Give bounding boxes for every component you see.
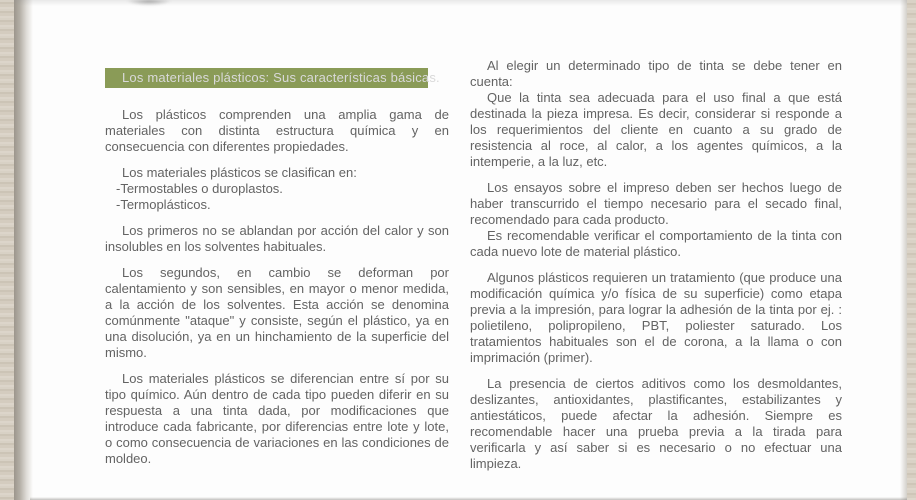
section-title-bar xyxy=(105,68,440,88)
paragraph-ensayos: Los ensayos sobre el impreso deben ser hechos luego de haber transcurrido el tiempo necesario para el secado final, recomendado para cada producto. xyxy=(470,180,842,227)
paragraph-tipo-quimico: Los materiales plásticos se diferencian entre sí por su tipo químico. Aún dentro de cada tipo pueden diferir en su respuesta a una tinta dada, por modificaciones que introduce cada fabricante, por diferencias entre lote y lote, o como consecuencia de variaciones en las condiciones de moldeo. xyxy=(105,371,449,466)
left-column xyxy=(105,68,449,477)
paragraph-aditivos: La presencia de ciertos aditivos como los desmoldantes, deslizantes, antioxidantes, plastificantes, estabilizantes y antiestáticos, puede afectar la adhesión. Siempre es recomendable hacer una prueba previa a la tirada para verificarla y así saber si es necesario o no efectuar una limpieza. xyxy=(470,376,842,471)
right-column xyxy=(470,58,842,482)
scan-top-smudge xyxy=(126,0,172,6)
paragraph-nuevo-lote: Es recomendable verificar el comportamiento de la tinta con cada nuevo lote de material plástico. xyxy=(470,228,842,259)
paragraph-uso-final: Que la tinta sea adecuada para el uso final a que está destinada la pieza impresa. Es decir, considerar si responde a los requerimientos del cliente en cuanto a su grado de resistencia al roce, al calor, a los agentes químicos, a la intemperie, a la luz, etc. xyxy=(470,90,842,169)
paragraph-intro-plastics: Los plásticos comprenden una amplia gama de materiales con distinta estructura química y en consecuencia con diferentes propiedades. xyxy=(105,107,449,154)
scan-shadow-left xyxy=(14,0,33,500)
paragraph-termoplasticos: Los segundos, en cambio se deforman por calentamiento y son sensibles, en mayor o menor medida, a la acción de los solventes. Esta acción se denomina comúnmente "ataque" y consiste, según el plástico, ya en una disolución, ya en un hinchamiento de la superficie del mismo. xyxy=(105,265,449,360)
classification-intro: Los materiales plásticos se clasifican en: xyxy=(122,165,357,180)
scan-border-left xyxy=(0,0,14,500)
paragraph-termostables: Los primeros no se ablandan por acción del calor y son insolubles en los solventes habituales. xyxy=(105,223,449,254)
classification-list xyxy=(105,165,449,213)
paragraph-tratamiento: Algunos plásticos requieren un tratamiento (que produce una modificación química y/o física de su superficie) como etapa previa a la impresión, para lograr la adhesión de la tinta por ej. : polietileno, polipropileno, PBT, poliester saturado. Los tratamientos habituales son el de corona, a la llama o con imprimación (primer). xyxy=(470,270,842,365)
classification-item: -Termostables o duroplastos. xyxy=(116,181,283,196)
scan-shadow-right xyxy=(900,0,907,500)
paragraph-elegir-tinta: Al elegir un determinado tipo de tinta se debe tener en cuenta: xyxy=(470,58,842,89)
classification-item: -Termoplásticos. xyxy=(116,197,211,212)
section-title: Los materiales plásticos: Sus características básicas. xyxy=(122,70,440,85)
scan-border-right xyxy=(907,0,916,500)
